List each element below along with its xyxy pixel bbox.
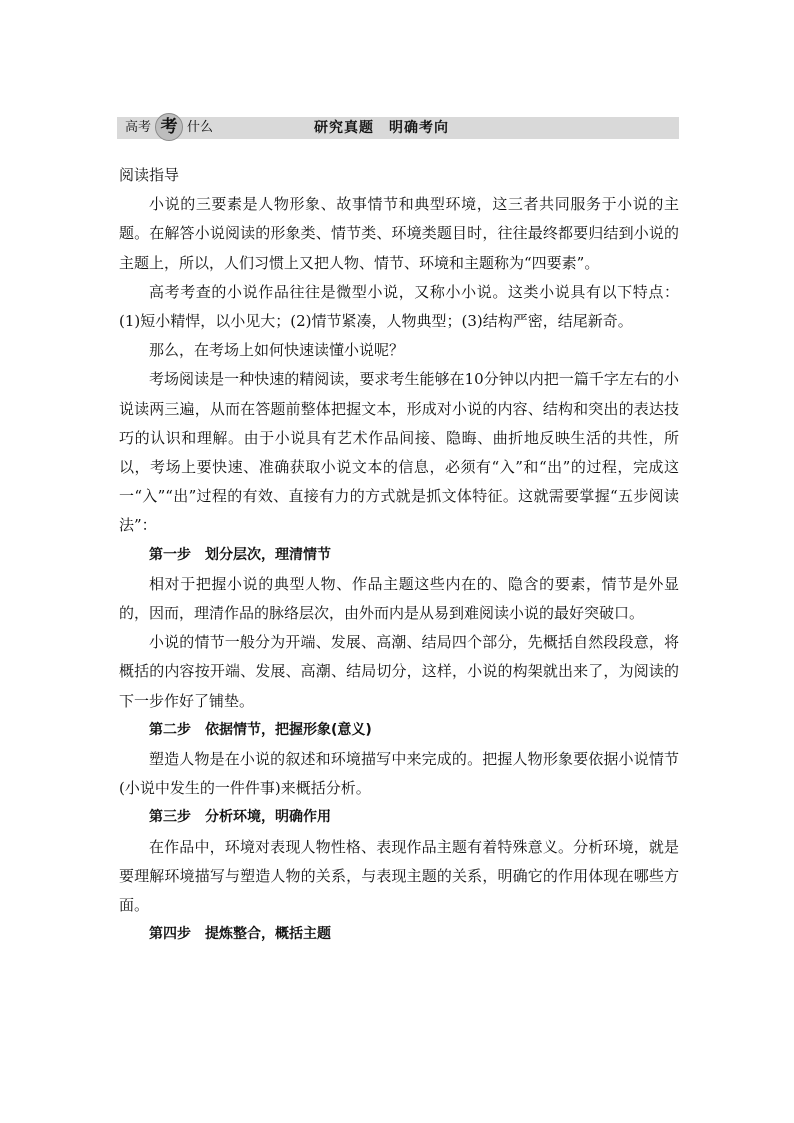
- paragraph: 塑造人物是在小说的叙述和环境描写中来完成的。把握人物形象要依据小说情节(小说中发生的一件件事)来概括分析。: [119, 750, 679, 798]
- kao-badge-icon: 考: [155, 113, 183, 141]
- paragraph: 小说的三要素是人物形象、故事情节和典型环境，这三者共同服务于小说的主题。在解答小说阅读的形象类、情节类、环境类题目时，往往最终都要归结到小说的主题上，所以，人们习惯上又把人物、情节、环境和主题称为“四要素”。: [119, 195, 679, 272]
- step-title: 第三步 分析环境，明确作用: [149, 809, 331, 826]
- step-title: 第一步 划分层次，理清情节: [149, 546, 331, 563]
- banner-left-text-2: 什么: [187, 120, 214, 135]
- paragraph: 高考考查的小说作品往往是微型小说，又称小小说。这类小说具有以下特点：(1)短小精悍，以小见大；(2)情节紧凑，人物典型；(3)结构严密，结尾新奇。: [119, 282, 679, 331]
- banner-left-text-1: 高考: [125, 120, 152, 135]
- step-title: 第二步 依据情节，把握形象(意义): [149, 721, 372, 738]
- step-title: 第四步 提炼整合，概括主题: [149, 926, 331, 943]
- section-banner: [117, 117, 679, 139]
- paragraph: 在作品中，环境对表现人物性格、表现作品主题有着特殊意义。分析环境，就是要理解环境描写与塑造人物的关系，与表现主题的关系，明确它的作用体现在哪些方面。: [119, 837, 679, 915]
- paragraph: 考场阅读是一种快速的精阅读，要求考生能够在10分钟以内把一篇千字左右的小说读两三遍，从而在答题前整体把握文本，形成对小说的内容、结构和突出的表达技巧的认识和理解。由于小说具有艺术作品间接、隐晦、曲折地反映生活的共性，所以，考场上要快速、准确获取小说文本的信息，必须有“入”和“出”的过程，完成这一“入”“出”过程的有效、直接有力的方式就是抓文体特征。这就需要掌握“五步阅读法”：: [119, 370, 679, 535]
- document-body: [119, 161, 679, 949]
- paragraph: 相对于把握小说的典型人物、作品主题这些内在的、隐含的要素，情节是外显的，因而，理清作品的脉络层次，由外而内是从易到难阅读小说的最好突破口。: [119, 574, 679, 623]
- banner-title: 研究真题 明确考向: [314, 120, 449, 136]
- paragraph: 小说的情节一般分为开端、发展、高潮、结局四个部分，先概括自然段段意，将概括的内容按开端、发展、高潮、结局切分，这样，小说的构架就出来了，为阅读的下一步作好了铺垫。: [119, 633, 679, 710]
- section-heading: 阅读指导: [119, 166, 180, 184]
- paragraph: 那么，在考场上如何快速读懂小说呢？: [149, 341, 405, 360]
- banner-left: [125, 117, 213, 139]
